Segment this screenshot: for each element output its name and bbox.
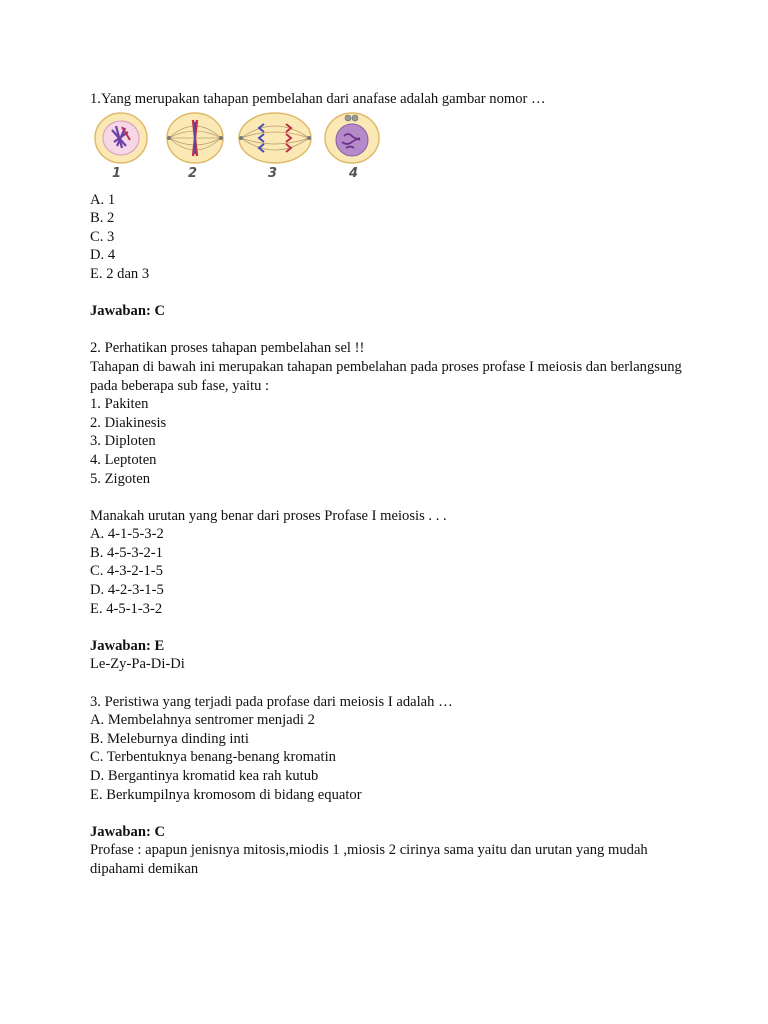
q1-option-e: E. 2 dan 3 <box>90 265 150 282</box>
q3-option-e: E. Berkumpilnya kromosom di bidang equator <box>90 786 362 803</box>
cell-image-4 <box>322 110 382 166</box>
q2-option-d: D. 4-2-3-1-5 <box>90 582 164 599</box>
question-2: 2. Perhatikan proses tahapan pembelahan sel !! <box>90 340 365 357</box>
q3-option-a: A. Membelahnya sentromer menjadi 2 <box>90 712 315 729</box>
figure-label-3: 3 <box>268 165 278 181</box>
question-1: 1.Yang merupakan tahapan pembelahan dari anafase adalah gambar nomor … <box>90 91 546 107</box>
q3-option-b: B. Meleburnya dinding inti <box>90 730 249 747</box>
q1-option-c: C. 3 <box>90 228 115 245</box>
q3-explanation: Profase : apapun jenisnya mitosis,miodis 1 ,miosis 2 cirinya sama yaitu dan urutan yang mudah dipahami demikan <box>90 842 648 877</box>
cell-image-2 <box>164 110 226 166</box>
q3-option-d: D. Bergantinya kromatid kea rah kutub <box>90 768 319 784</box>
q1-option-a: A. 1 <box>90 191 116 208</box>
cell-division-figure <box>90 110 690 188</box>
q1-answer: Jawaban: C <box>90 303 166 320</box>
q1-option-d: D. 4 <box>90 247 116 264</box>
figure-label-2: 2 <box>188 165 198 181</box>
q3-option-c: C. Terbentuknya benang-benang kromatin <box>90 749 336 766</box>
q2-item-5: 5. Zigoten <box>90 470 150 487</box>
q1-option-b: B. 2 <box>90 210 115 227</box>
figure-label-1: 1 <box>112 165 122 181</box>
document-page <box>90 90 690 879</box>
q2-item-3: 3. Diploten <box>90 433 156 450</box>
q2-note: Le-Zy-Pa-Di-Di <box>90 656 185 673</box>
question-3: 3. Peristiwa yang terjadi pada profase dari meiosis I adalah … <box>90 693 453 710</box>
cell-image-3 <box>236 110 314 166</box>
q2-intro: Tahapan di bawah ini merupakan tahapan pembelahan pada proses profase I meiosis dan berlangsung pada beberapa sub fase, yaitu : <box>90 358 682 394</box>
q2-item-4: 4. Leptoten <box>90 451 157 468</box>
q2-option-b: B. 4-5-3-2-1 <box>90 544 163 561</box>
cell-image-1 <box>92 110 150 166</box>
q2-option-c: C. 4-3-2-1-5 <box>90 563 163 580</box>
q2-option-e: E. 4-5-1-3-2 <box>90 600 163 617</box>
q2-item-2: 2. Diakinesis <box>90 414 167 431</box>
q2-answer: Jawaban: E <box>90 637 165 654</box>
figure-label-4: 4 <box>349 165 359 181</box>
q2-item-1: 1. Pakiten <box>90 396 149 413</box>
q2-prompt: Manakah urutan yang benar dari proses Profase I meiosis . . . <box>90 507 447 524</box>
q3-answer: Jawaban: C <box>90 823 166 840</box>
q2-option-a: A. 4-1-5-3-2 <box>90 526 164 543</box>
